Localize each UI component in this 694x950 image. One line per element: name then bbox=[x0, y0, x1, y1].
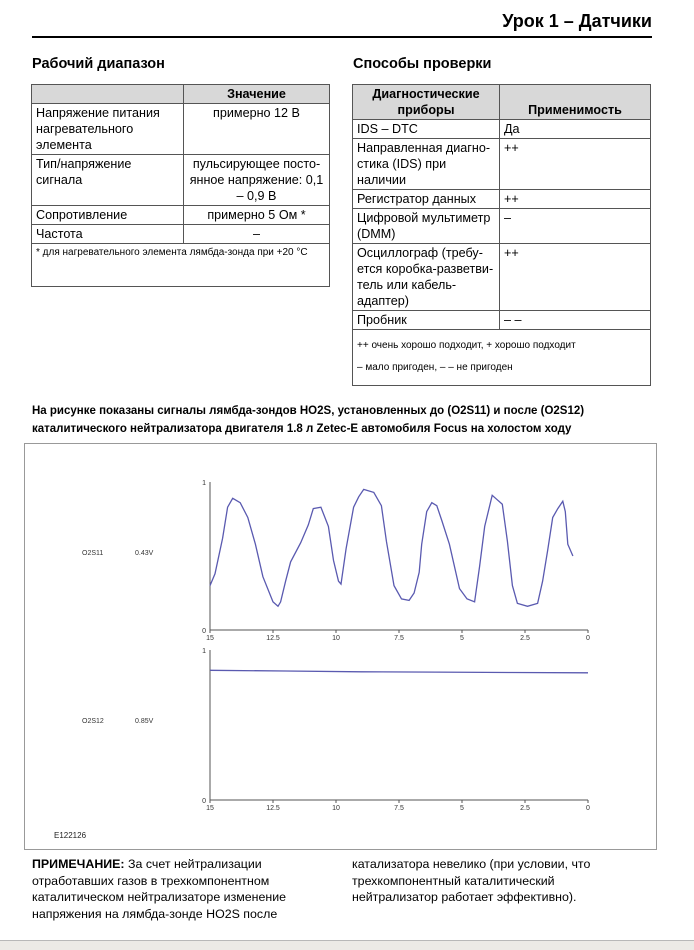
y-tick-label: 1 bbox=[202, 648, 206, 655]
x-tick-label: 10 bbox=[332, 805, 340, 812]
operating-range-heading: Рабочий диапазон bbox=[32, 56, 165, 72]
value-cell: – bbox=[184, 225, 330, 244]
channel-readout-o2s12: 0.85V bbox=[135, 718, 154, 725]
x-tick-label: 2.5 bbox=[520, 635, 530, 642]
oscilloscope-chart bbox=[25, 444, 656, 849]
table-row bbox=[32, 155, 330, 206]
table-legend-row bbox=[353, 330, 651, 386]
x-tick-label: 12.5 bbox=[266, 635, 280, 642]
x-tick-label: 7.5 bbox=[394, 805, 404, 812]
table-footnote-row bbox=[32, 244, 330, 287]
table-row bbox=[32, 104, 330, 155]
value-cell: пульсирующее посто-янное напряжение: 0,1 – 0,9 В bbox=[184, 155, 330, 206]
applicability-column-header: Применимость bbox=[500, 85, 651, 120]
param-cell: Тип/напряжение сигнала bbox=[32, 155, 184, 206]
param-column-header bbox=[32, 85, 184, 104]
x-tick-label: 15 bbox=[206, 635, 214, 642]
table-footnote: * для нагревательного элемента лямбда-зонда при +20 °C bbox=[32, 244, 330, 287]
rating-cell: Да bbox=[500, 120, 651, 139]
tool-cell: Осциллограф (требу-ется коробка-разветви-тель или кабель-адаптер) bbox=[353, 244, 500, 311]
x-tick-label: 7.5 bbox=[394, 635, 404, 642]
value-cell: примерно 12 В bbox=[184, 104, 330, 155]
rating-cell: ++ bbox=[500, 139, 651, 190]
note-label: ПРИМЕЧАНИЕ: bbox=[32, 857, 125, 871]
tool-column-header: Диагностические приборы bbox=[353, 85, 500, 120]
channel-label-o2s12: O2S12 bbox=[82, 718, 104, 725]
note-right-column: катализатора невелико (при условии, что трехкомпонентный каталитический нейтрализатор работает эффективно). bbox=[352, 857, 591, 904]
x-tick-label: 0 bbox=[586, 805, 590, 812]
value-column-header: Значение bbox=[184, 85, 330, 104]
value-cell: примерно 5 Ом * bbox=[184, 206, 330, 225]
operating-range-table bbox=[31, 84, 330, 287]
tool-cell: Цифровой мультиметр (DMM) bbox=[353, 209, 500, 244]
x-tick-label: 15 bbox=[206, 805, 214, 812]
table-row bbox=[32, 206, 330, 225]
tool-cell: Направленная диагно-стика (IDS) при наличии bbox=[353, 139, 500, 190]
channel-label-o2s11: O2S11 bbox=[82, 550, 104, 557]
rating-cell: ++ bbox=[500, 190, 651, 209]
figure-id: E122126 bbox=[54, 831, 87, 840]
channel-readout-o2s11: 0.43V bbox=[135, 550, 154, 557]
test-methods-table bbox=[352, 84, 651, 386]
header-rule bbox=[32, 36, 652, 38]
tool-cell: Пробник bbox=[353, 311, 500, 330]
table-row bbox=[353, 311, 651, 330]
rating-cell: ++ bbox=[500, 244, 651, 311]
table-row bbox=[353, 244, 651, 311]
test-methods-heading: Способы проверки bbox=[353, 56, 492, 72]
x-tick-label: 0 bbox=[586, 635, 590, 642]
oscilloscope-figure bbox=[24, 443, 657, 850]
x-tick-label: 5 bbox=[460, 635, 464, 642]
series-line-o2s11 bbox=[210, 489, 573, 606]
tool-cell: IDS – DTC bbox=[353, 120, 500, 139]
table-header-row bbox=[32, 85, 330, 104]
x-tick-label: 12.5 bbox=[266, 805, 280, 812]
table-legend bbox=[353, 330, 651, 386]
note-text-left: За счет нейтрализации отработавших газов в трехкомпонентном каталитическом нейтрализаторе изменение напряжения на лямбда-зонде HO2S после bbox=[32, 857, 287, 921]
tool-cell: Регистратор данных bbox=[353, 190, 500, 209]
figure-caption: На рисунке показаны сигналы лямбда-зондов HO2S, установленных до (O2S11) и после (O2S12) каталитического нейтрализатора двигателя 1.8 л Zetec-E автомобиля Focus на холостом ходу bbox=[32, 405, 585, 435]
param-cell: Напряжение питания нагревательного элемента bbox=[32, 104, 184, 155]
x-tick-label: 5 bbox=[460, 805, 464, 812]
y-tick-label: 1 bbox=[202, 480, 206, 487]
param-cell: Частота bbox=[32, 225, 184, 244]
x-tick-label: 10 bbox=[332, 635, 340, 642]
x-tick-label: 2.5 bbox=[520, 805, 530, 812]
legend-line-1: ++ очень хорошо подходит, + хорошо подходит bbox=[357, 340, 576, 351]
table-row bbox=[353, 190, 651, 209]
series-line-o2s12 bbox=[210, 670, 588, 673]
param-cell: Сопротивление bbox=[32, 206, 184, 225]
y-tick-label: 0 bbox=[202, 628, 206, 635]
note-left-column bbox=[32, 856, 322, 922]
table-row bbox=[353, 120, 651, 139]
table-header-row bbox=[353, 85, 651, 120]
rating-cell: – – bbox=[500, 311, 651, 330]
table-row bbox=[353, 139, 651, 190]
table-row bbox=[353, 209, 651, 244]
legend-line-2: – мало пригоден, – – не пригоден bbox=[357, 362, 513, 373]
table-row bbox=[32, 225, 330, 244]
rating-cell: – bbox=[500, 209, 651, 244]
y-tick-label: 0 bbox=[202, 798, 206, 805]
page-title: Урок 1 – Датчики bbox=[502, 11, 652, 31]
